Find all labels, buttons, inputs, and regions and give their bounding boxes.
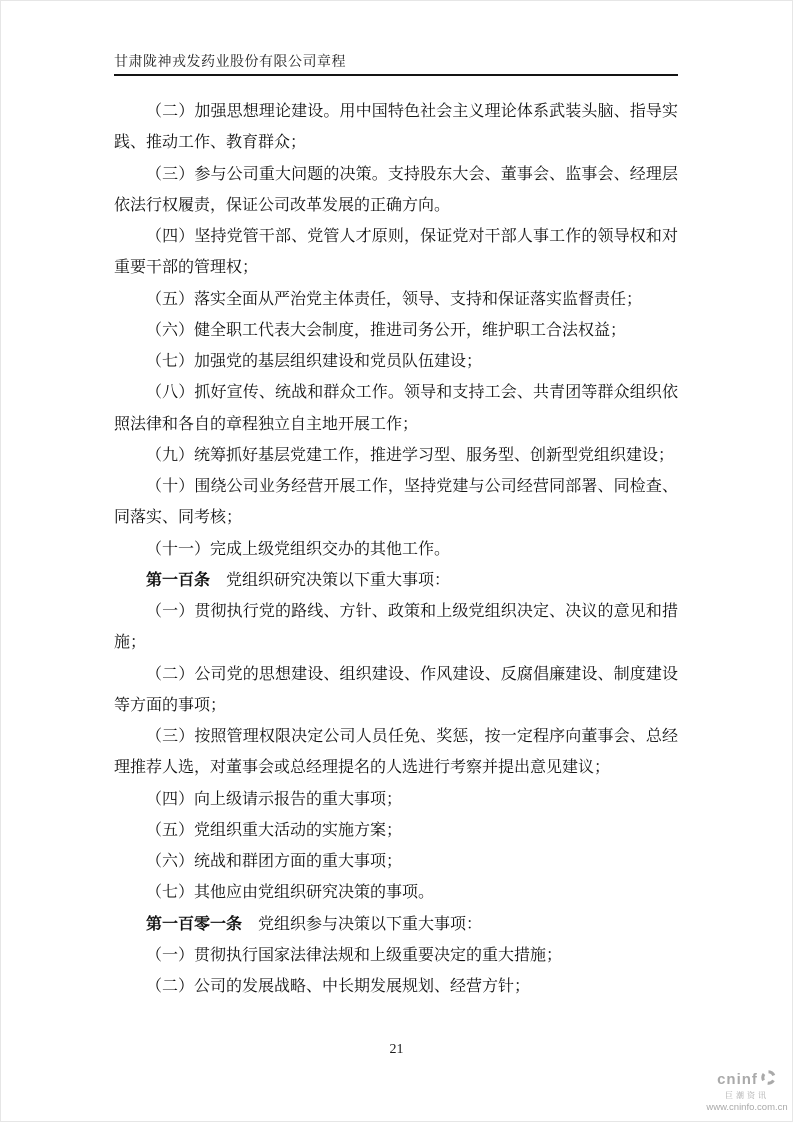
paragraph: （一）贯彻执行党的路线、方针、政策和上级党组织决定、决议的意见和措施； xyxy=(114,603,678,652)
cninfo-chinese-name: 巨潮资讯 xyxy=(725,1091,769,1100)
cninfo-brand-text: cninf xyxy=(717,1071,758,1088)
paragraph: 第一百条 党组织研究决策以下重大事项： xyxy=(146,571,451,589)
paragraph: （三）参与公司重大问题的决策。支持股东大会、董事会、监事会、经理层依法行权履责，保证公司改革发展的正确方向。 xyxy=(114,165,678,214)
paragraph: （四）向上级请示报告的重大事项； xyxy=(146,790,403,808)
article-number: 第一百零一条 xyxy=(146,915,243,933)
document-header-title: 甘肃陇神戎发药业股份有限公司章程 xyxy=(114,55,346,70)
paragraph: （二）公司的发展战略、中长期发展规划、经营方针； xyxy=(146,978,531,995)
page-number: 21 xyxy=(389,1042,404,1057)
paragraph: （三）按照管理权限决定公司人员任免、奖惩，按一定程序向董事会、总经理推荐人选，对董事会或总经理提名的人选进行考察并提出意见建议； xyxy=(114,728,678,777)
paragraph: （六）统战和群团方面的重大事项； xyxy=(146,853,403,870)
paragraph: 第一百零一条 党组织参与决策以下重大事项： xyxy=(146,915,483,933)
swirl-icon xyxy=(760,1069,777,1090)
document-body xyxy=(114,96,678,1002)
header-rule xyxy=(114,74,678,76)
cninfo-url: www.cninfo.com.cn xyxy=(706,1102,788,1113)
paragraph: （二）加强思想理论建设。用中国特色社会主义理论体系武装头脑、指导实践、推动工作、教育群众； xyxy=(114,103,678,152)
paragraph: （六）健全职工代表大会制度，推进司务公开，维护职工合法权益； xyxy=(146,321,627,339)
cninfo-logo xyxy=(702,1069,792,1113)
paragraph: （七）其他应由党组织研究决策的事项。 xyxy=(146,884,435,902)
paragraph: （七）加强党的基层组织建设和党员队伍建设； xyxy=(146,353,483,370)
paragraph: （五）落实全面从严治党主体责任，领导、支持和保证落实监督责任； xyxy=(146,290,643,308)
paragraph: （二）公司党的思想建设、组织建设、作风建设、反腐倡廉建设、制度建设等方面的事项； xyxy=(114,665,678,714)
paragraph: （十）围绕公司业务经营开展工作，坚持党建与公司经营同部署、同检查、同落实、同考核； xyxy=(114,478,678,527)
paragraph: （十一）完成上级党组织交办的其他工作。 xyxy=(146,540,451,558)
paragraph: （四）坚持党管干部、党管人才原则，保证党对干部人事工作的领导权和对重要干部的管理权； xyxy=(114,228,678,277)
paragraph: （八）抓好宣传、统战和群众工作。领导和支持工会、共青团等群众组织依照法律和各自的章程独立自主地开展工作； xyxy=(114,384,678,433)
paragraph: （九）统筹抓好基层党建工作，推进学习型、服务型、创新型党组织建设； xyxy=(146,446,675,464)
paragraph: （五）党组织重大活动的实施方案； xyxy=(146,821,403,839)
article-number: 第一百条 xyxy=(146,571,211,589)
paragraph: （一）贯彻执行国家法律法规和上级重要决定的重大措施； xyxy=(146,946,563,964)
